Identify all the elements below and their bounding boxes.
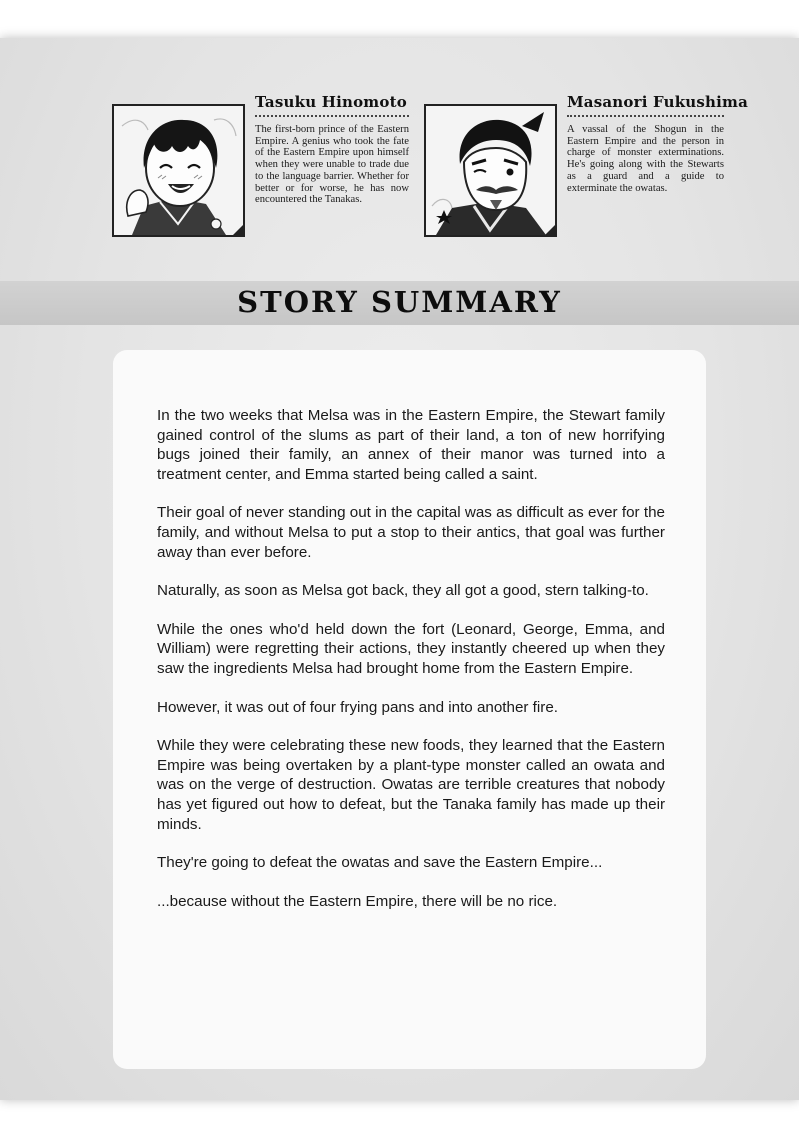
character-description: The first-born prince of the Eastern Empire. A genius who took the fate of the Eastern Empire upon himself when they were unable to trade due to the language barrier. Whether for better or for worse, he has now encountered the Tanakas. (255, 124, 409, 206)
masanori-portrait-illustration (426, 106, 555, 235)
tasuku-portrait (112, 104, 245, 237)
summary-paragraph: In the two weeks that Melsa was in the Eastern Empire, the Stewart family gained control of the slums as part of their land, a ton of new horrifying bugs joined their family, an annex of their manor was turned into a treatment center, and Emma started being called a saint. (157, 407, 665, 483)
summary-paragraph: However, it was out of four frying pans and into another fire. (157, 698, 558, 716)
character-name: Masanori Fukushima (567, 93, 749, 111)
summary-paragraph: While the ones who'd held down the fort (Leonard, George, Emma, and William) were regretting their actions, they instantly cheered up when they saw the ingredients Melsa had brought home from the Eastern Empire. (157, 620, 665, 677)
summary-paragraph: ...because without the Eastern Empire, there will be no rice. (157, 892, 558, 910)
character-name: Tasuku Hinomoto (255, 93, 407, 111)
summary-paragraph: They're going to defeat the owatas and save the Eastern Empire... (157, 854, 603, 872)
summary-text (157, 406, 665, 930)
tasuku-portrait-illustration (114, 106, 243, 235)
summary-paragraph: Their goal of never standing out in the capital was as difficult as ever for the family, and without Melsa to put a stop to their antics, that goal was further away than ever before. (157, 504, 665, 561)
character-card-masanori (424, 93, 749, 240)
summary-paragraph: While they were celebrating these new foods, they learned that the Eastern Empire was being overtaken by a plant-type monster called an owata and was on the verge of destruction. Owatas are terrible creatures that nobody has yet figured out how to defeat, but the Tanaka family has made up their minds. (157, 737, 665, 833)
masanori-portrait (424, 104, 557, 237)
summary-paragraph: Naturally, as soon as Melsa got back, they all got a good, stern talking-to. (157, 582, 649, 600)
summary-panel (113, 350, 706, 1069)
name-divider (567, 115, 724, 117)
character-description: A vassal of the Shogun in the Eastern Empire and the person in charge of monster exterminations. He's going along with the Stewarts as a guard and a guide to exterminate the owatas. (567, 124, 724, 194)
section-title: STORY SUMMARY (237, 285, 562, 319)
name-divider (255, 115, 409, 117)
character-card-tasuku (112, 93, 409, 240)
